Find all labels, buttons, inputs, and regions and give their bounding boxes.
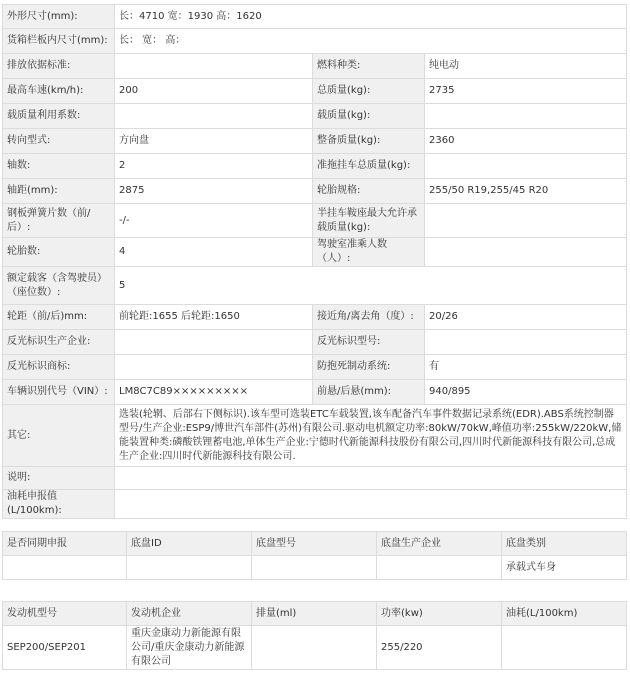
params-row (3, 380, 627, 405)
reflector-maker-label: 反光标识生产企业: (3, 330, 115, 355)
cab-occupancy-value (425, 238, 627, 267)
note-label: 说明: (3, 467, 115, 490)
trailer-mass-label: 准拖挂车总质量(kg): (313, 154, 425, 179)
dimensions-value: 长：4710 宽：1930 高：1620 (115, 5, 627, 29)
axle-count-value: 2 (115, 154, 313, 179)
fuel-consumption-label: 油耗申报值(L/100km): (3, 490, 115, 519)
reflector-brand-label: 反光标识商标: (3, 355, 115, 380)
chassis-cell (127, 556, 252, 580)
vehicle-params-table (2, 4, 627, 519)
engine-header-model: 发动机型号 (3, 602, 127, 626)
chassis-cell (377, 556, 502, 580)
params-row (3, 204, 627, 238)
tire-count-value: 4 (115, 238, 313, 267)
engine-displacement-cell (252, 626, 377, 670)
fuel-type-value: 纯电动 (425, 54, 627, 79)
chassis-header-id: 底盘ID (127, 532, 252, 556)
reflector-model-value (425, 330, 627, 355)
params-row (3, 79, 627, 104)
trailer-mass-value (425, 154, 627, 179)
params-row (3, 490, 627, 519)
gross-mass-label: 总质量(kg): (313, 79, 425, 104)
payload-value (425, 104, 627, 129)
params-row (3, 305, 627, 330)
track-width-label: 轮距（前/后)mm: (3, 305, 115, 330)
approach-departure-value: 20/26 (425, 305, 627, 330)
engine-table (2, 601, 627, 670)
chassis-header-type: 底盘类别 (502, 532, 627, 556)
emission-standard-value (115, 54, 313, 79)
max-speed-value: 200 (115, 79, 313, 104)
tire-spec-value: 255/50 R19,255/45 R20 (425, 179, 627, 204)
engine-header-power: 功率(kw) (377, 602, 502, 626)
params-row (3, 179, 627, 204)
params-row (3, 154, 627, 179)
params-row (3, 267, 627, 305)
fifth-wheel-load-label: 半挂车鞍座最大允许承载质量(kg): (313, 204, 425, 238)
axle-count-label: 轴数: (3, 154, 115, 179)
seating-label: 额定载客（含驾驶员）（座位数）: (3, 267, 115, 305)
approach-departure-label: 接近角/离去角（度）: (313, 305, 425, 330)
engine-header-displacement: 排量(ml) (252, 602, 377, 626)
leaf-spring-value: -/- (115, 204, 313, 238)
engine-power-cell: 255/220 (377, 626, 502, 670)
reflector-maker-value (115, 330, 313, 355)
chassis-header-same-period: 是否同期申报 (3, 532, 127, 556)
tire-count-label: 轮胎数: (3, 238, 115, 267)
table-header-row (3, 602, 627, 626)
track-width-value: 前轮距:1655 后轮距:1650 (115, 305, 313, 330)
abs-label: 防抱死制动系统: (313, 355, 425, 380)
params-row (3, 467, 627, 490)
chassis-cell (3, 556, 127, 580)
chassis-header-maker: 底盘生产企业 (377, 532, 502, 556)
other-value: 选装(轮辋、后部右下侧标识).该车型可选装ETC车载装置,该车配备汽车事件数据记录系统(EDR).ABS系统控制器型号/生产企业:ESP9/博世汽车部件(苏州)有限公司.驱动电机额定功率:80kW/70kW,峰值功率:255kW/220kW,储能装置种类:磷酸铁锂蓄电池,单体生产企业:宁德时代新能源科技股份有限公司,四川时代新能源科技有限公司,总成生产企业:四川时代新能源科技有限公司. (115, 405, 627, 467)
max-speed-label: 最高车速(km/h): (3, 79, 115, 104)
overhang-value: 940/895 (425, 380, 627, 405)
other-label: 其它: (3, 405, 115, 467)
params-row (3, 355, 627, 380)
tire-spec-label: 轮胎规格: (313, 179, 425, 204)
dimensions-label: 外形尺寸(mm): (3, 5, 115, 29)
note-value (115, 467, 627, 490)
chassis-type-cell: 承载式车身 (502, 556, 627, 580)
load-factor-value (115, 104, 313, 129)
params-row (3, 5, 627, 29)
fuel-type-label: 燃料种类: (313, 54, 425, 79)
engine-header-maker: 发动机企业 (127, 602, 252, 626)
engine-fuel-cell (502, 626, 627, 670)
steering-label: 转向型式: (3, 129, 115, 154)
params-row (3, 330, 627, 355)
wheelbase-label: 轴距(mm): (3, 179, 115, 204)
wheelbase-value: 2875 (115, 179, 313, 204)
vin-label: 车辆识别代号（VIN）: (3, 380, 115, 405)
fifth-wheel-load-value (425, 204, 627, 238)
chassis-cell (252, 556, 377, 580)
abs-value: 有 (425, 355, 627, 380)
table-header-row (3, 532, 627, 556)
load-factor-label: 载质量利用系数: (3, 104, 115, 129)
table-row (3, 556, 627, 580)
params-row (3, 405, 627, 467)
params-row (3, 238, 627, 267)
leaf-spring-label: 钢板弹簧片数（前/后）: (3, 204, 115, 238)
params-row (3, 129, 627, 154)
gross-mass-value: 2735 (425, 79, 627, 104)
chassis-header-model: 底盘型号 (252, 532, 377, 556)
curb-mass-value: 2360 (425, 129, 627, 154)
seating-value: 5 (115, 267, 627, 305)
params-row (3, 29, 627, 54)
engine-model-cell: SEP200/SEP201 (3, 626, 127, 670)
vin-value: LM8C7C89××××××××× (115, 380, 313, 405)
payload-label: 载质量(kg): (313, 104, 425, 129)
engine-maker-cell: 重庆金康动力新能源有限公司/重庆金康动力新能源有限公司 (127, 626, 252, 670)
overhang-label: 前悬/后悬(mm): (313, 380, 425, 405)
cargo-box-label: 货箱栏板内尺寸(mm): (3, 29, 115, 54)
engine-header-fuel: 油耗(L/100km) (502, 602, 627, 626)
params-row (3, 104, 627, 129)
chassis-table (2, 531, 627, 580)
cargo-box-value: 长： 宽： 高： (115, 29, 627, 54)
params-row (3, 54, 627, 79)
steering-value: 方向盘 (115, 129, 313, 154)
curb-mass-label: 整备质量(kg): (313, 129, 425, 154)
cab-occupancy-label: 驾驶室准乘人数（人）: (313, 238, 425, 267)
emission-standard-label: 排放依据标准: (3, 54, 115, 79)
table-row (3, 626, 627, 670)
reflector-model-label: 反光标识型号: (313, 330, 425, 355)
reflector-brand-value (115, 355, 313, 380)
fuel-consumption-value (115, 490, 627, 519)
